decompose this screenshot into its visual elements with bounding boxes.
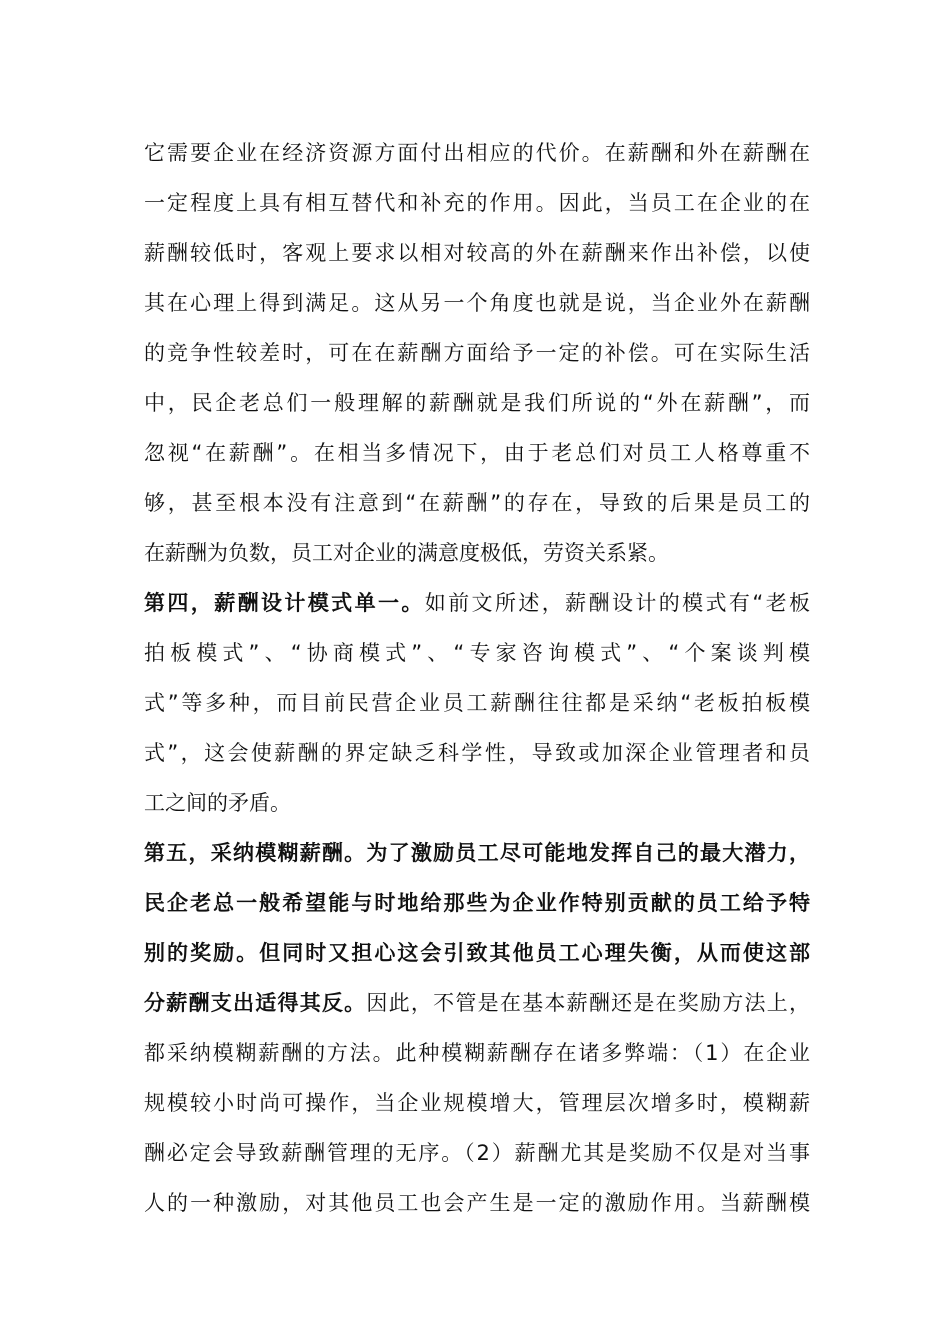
text-run: 一定程度上具有相互替代和补充的作用。因此，当员工在企业的在 [144,191,810,215]
text-run: 工之间的矛盾。 [144,791,291,815]
text-line [144,1078,810,1128]
text-run: 的竞争性较差时，可在在薪酬方面给予一定的补偿。可在实际生活 [144,341,810,365]
text-run: 薪酬较低时，客观上要求以相对较高的外在薪酬来作出补偿，以使 [144,241,810,265]
text-run: 人的一种激励，对其他员工也会产生是一定的激励作用。当薪酬模 [144,1191,810,1215]
text-line [144,778,810,828]
text-run: 中，民企老总们一般理解的薪酬就是我们所说的“外在薪酬”，而 [144,391,810,415]
text-line [144,228,810,278]
bold-text-run: 第四，薪酬设计模式单一。 [144,591,425,615]
bold-text-run: 民企老总一般希望能与时地给那些为企业作特别贡献的员工给予特 [144,891,810,915]
text-line [144,128,810,178]
text-run: 够，甚至根本没有注意到“在薪酬”的存在，导致的后果是员工的 [144,491,810,515]
text-line [144,728,810,778]
text-line [144,678,810,728]
text-line [144,628,810,678]
text-line [144,978,810,1028]
text-run: 式”，这会使薪酬的界定缺乏科学性，导致或加深企业管理者和员 [144,741,810,765]
text-line [144,878,810,928]
text-line [144,478,810,528]
text-run: 拍板模式”、“协商模式”、“专家咨询模式”、“个案谈判模 [144,641,810,665]
text-run: 其在心理上得到满足。这从另一个角度也就是说，当企业外在薪酬 [144,291,810,315]
document-body [144,128,810,1228]
text-line [144,528,810,578]
text-line [144,428,810,478]
text-run: 在薪酬为负数，员工对企业的满意度极低，劳资关系紧。 [144,541,669,565]
text-run: 规模较小时尚可操作，当企业规模增大，管理层次增多时，模糊薪 [144,1091,810,1115]
bold-text-run: 第五，采纳模糊薪酬。为了激励员工尽可能地发挥自己的最大潜力， [144,841,810,865]
text-line [144,578,810,628]
text-line [144,378,810,428]
text-run: 如前文所述，薪酬设计的模式有“老板 [424,591,810,615]
text-line [144,328,810,378]
text-line [144,1128,810,1178]
text-run: 因此，不管是在基本薪酬还是在奖励方法上， [366,991,811,1015]
bold-text-run: 分薪酬支出适得其反。 [144,991,367,1015]
bold-text-run: 别的奖励。但同时又担心这会引致其他员工心理失衡，从而使这部 [144,941,810,965]
text-run: 酬必定会导致薪酬管理的无序。（2）薪酬尤其是奖励不仅是对当事 [144,1141,810,1165]
text-line [144,1178,810,1228]
text-line [144,1028,810,1078]
text-line [144,928,810,978]
text-run: 它需要企业在经济资源方面付出相应的代价。在薪酬和外在薪酬在 [144,141,810,165]
text-run: 忽视“在薪酬”。在相当多情况下，由于老总们对员工人格尊重不 [144,441,810,465]
text-run: 都采纳模糊薪酬的方法。此种模糊薪酬存在诸多弊端：（1）在企业 [144,1041,810,1065]
text-line [144,828,810,878]
text-line [144,278,810,328]
text-line [144,178,810,228]
text-run: 式”等多种，而目前民营企业员工薪酬往往都是采纳“老板拍板模 [144,691,810,715]
